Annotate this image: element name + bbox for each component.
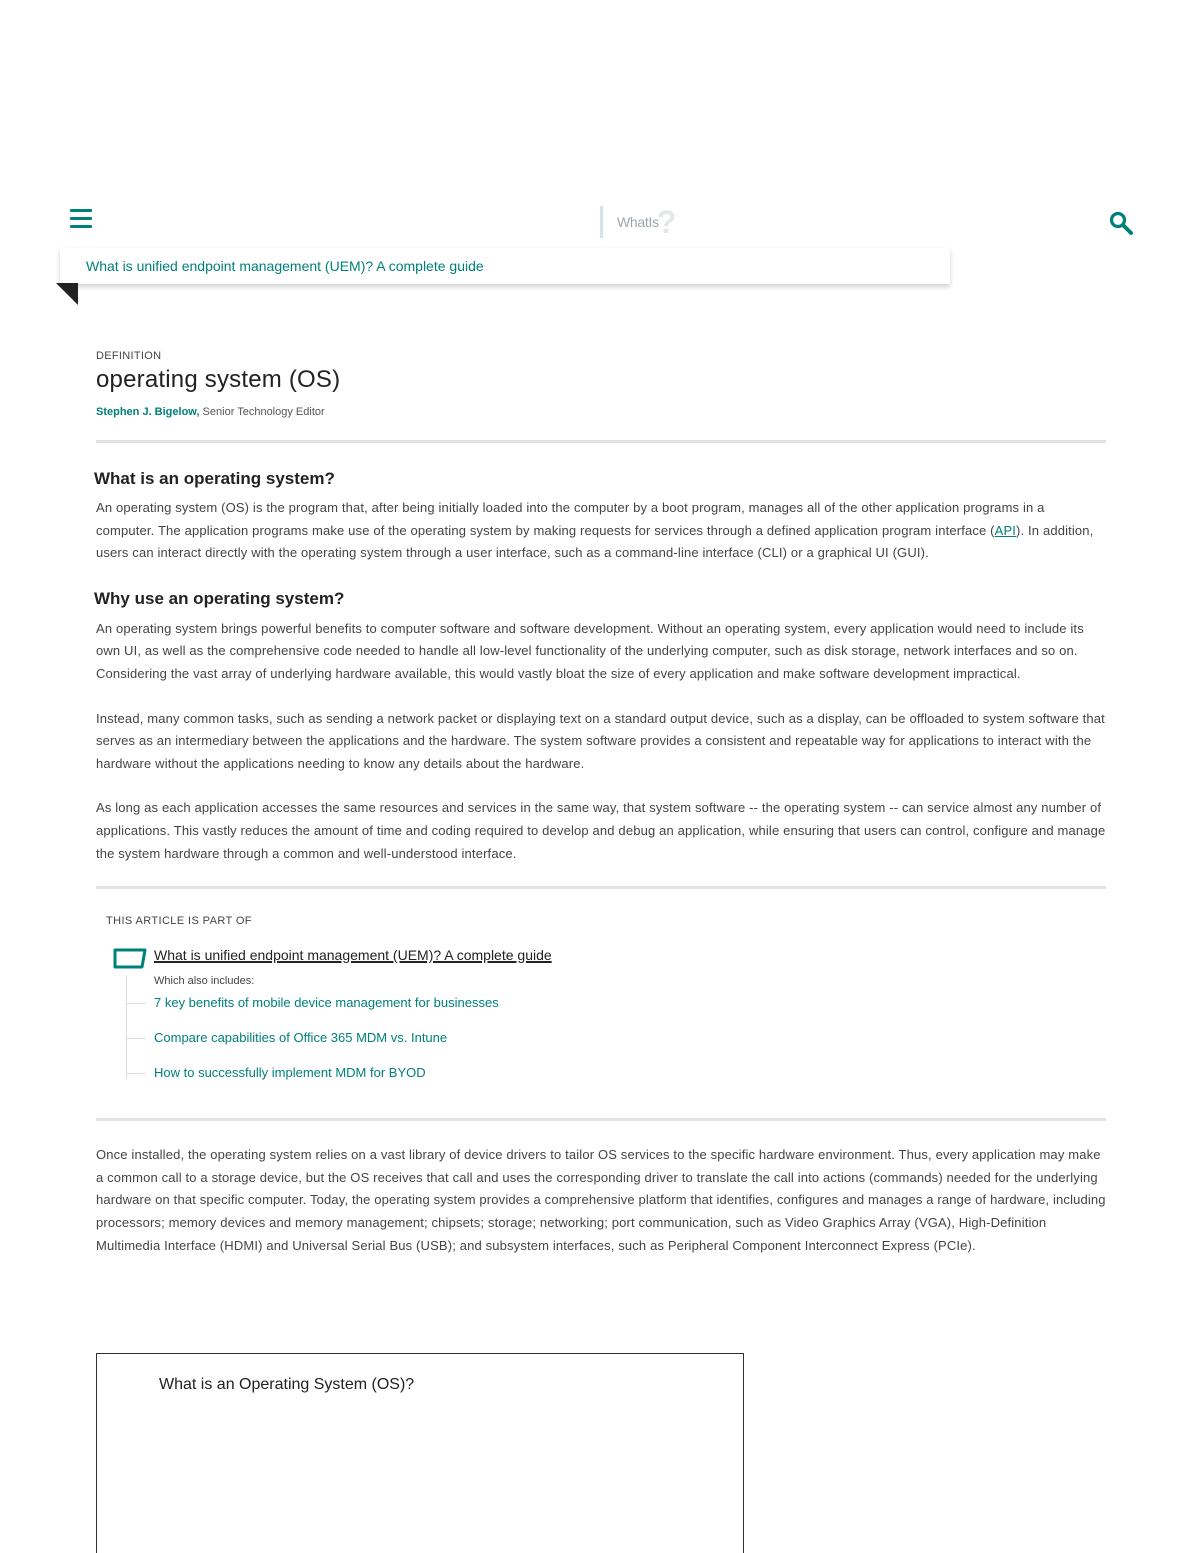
guide-tree — [126, 975, 1106, 1094]
guide-link[interactable]: What is unified endpoint management (UEM)? A complete guide — [154, 947, 552, 964]
logo-divider — [600, 206, 603, 238]
video-title: What is an Operating System (OS)? — [159, 1376, 415, 1393]
article-part-of-box — [96, 915, 1106, 1094]
related-link-3[interactable]: How to successfully implement MDM for BYOD — [154, 1065, 426, 1081]
logo-text: WhatIs — [617, 214, 659, 230]
author-link[interactable]: Stephen J. Bigelow, — [96, 406, 200, 418]
paragraph: An operating system brings powerful benefits to computer software and software development. Without an operating system, every application would need to include its own UI, as well as the comprehensive code needed to handle all low-level functionality of the underlying computer, such as disk storage, network interfaces and so on. Considering the vast array of underlying hardware available, this would vastly bloat the size of every application and make software development impractical. — [96, 620, 1084, 681]
divider — [96, 440, 1106, 443]
guide-dropdown — [60, 248, 950, 284]
video-embed[interactable] — [96, 1353, 744, 1553]
list-item — [126, 1024, 1106, 1059]
byline — [96, 406, 1106, 418]
section-heading-why: Why use an operating system? — [94, 588, 345, 608]
related-link-2[interactable]: Compare capabilities of Office 365 MDM vs. Intune — [154, 1030, 448, 1046]
folder-icon — [112, 947, 148, 969]
paragraph: As long as each application accesses the same resources and services in the same way, that system software -- the operating system -- can service almost any number of applications. This vastly reduces the amount of time and coding required to develop and debug an application, while ensuring that users can control, configure and manage the system hardware through a common and well-understood interface. — [96, 800, 1106, 861]
section-heading-what: What is an operating system? — [94, 469, 335, 488]
divider — [96, 886, 1106, 889]
page-title: operating system (OS) — [96, 366, 341, 393]
divider — [96, 1118, 1106, 1121]
article — [96, 350, 1106, 1257]
article-kicker: DEFINITION — [96, 350, 162, 362]
site-logo[interactable] — [600, 206, 676, 238]
site-header — [0, 200, 1200, 244]
paragraph: Instead, many common tasks, such as sending a network packet or displaying text on a standard output device, such as a display, can be offloaded to system software that serves as an intermediary between the applications and the hardware. The system software provides a consistent and repeatable way for applications to interact with the hardware without the applications needing to know any details about the hardware. — [96, 710, 1105, 771]
search-icon[interactable] — [1108, 210, 1134, 236]
dropdown-guide-link[interactable]: What is unified endpoint management (UEM)? A complete guide — [86, 258, 484, 274]
api-link[interactable]: API — [994, 522, 1017, 538]
hamburger-icon[interactable] — [70, 209, 92, 231]
list-item — [126, 1059, 1106, 1094]
paragraph-what: An operating system (OS) is the program that, after being initially loaded into the computer by a boot program, manages all of the other application programs in a computer. The application programs make use of the operating system by making requests for services through a defined application program interface (API). In addition, users can interact directly with the operating system through a user interface, such as a command-line interface (CLI) or a graphical UI (GUI). — [96, 500, 1094, 561]
logo-question-mark: ? — [656, 204, 677, 240]
corner-triangle-icon — [56, 283, 78, 305]
paragraph-closing: Once installed, the operating system relies on a vast library of device drivers to tailor OS services to the specific hardware environment. Thus, every application may make a common call to a storage device, but the OS receives that call and uses the corresponding driver to translate the call into actions (commands) needed for the underlying hardware on that specific computer. Today, the operating system provides a comprehensive platform that identifies, configures and manages a range of hardware, including processors; memory devices and memory management; chipsets; storage; networking; port communication, such as Video Graphics Array (VGA), High-Definition Multimedia Interface (HDMI) and Universal Serial Bus (USB); and subsystem interfaces, such as Peripheral Component Interconnect Express (PCIe). — [96, 1147, 1106, 1253]
author-role: Senior Technology Editor — [199, 406, 325, 418]
part-of-label: THIS ARTICLE IS PART OF — [106, 915, 252, 928]
related-link-1[interactable]: 7 key benefits of mobile device management for businesses — [154, 995, 499, 1011]
list-item — [126, 989, 1106, 1024]
also-includes-label: Which also includes: — [154, 975, 255, 988]
guide-row — [96, 945, 1106, 969]
